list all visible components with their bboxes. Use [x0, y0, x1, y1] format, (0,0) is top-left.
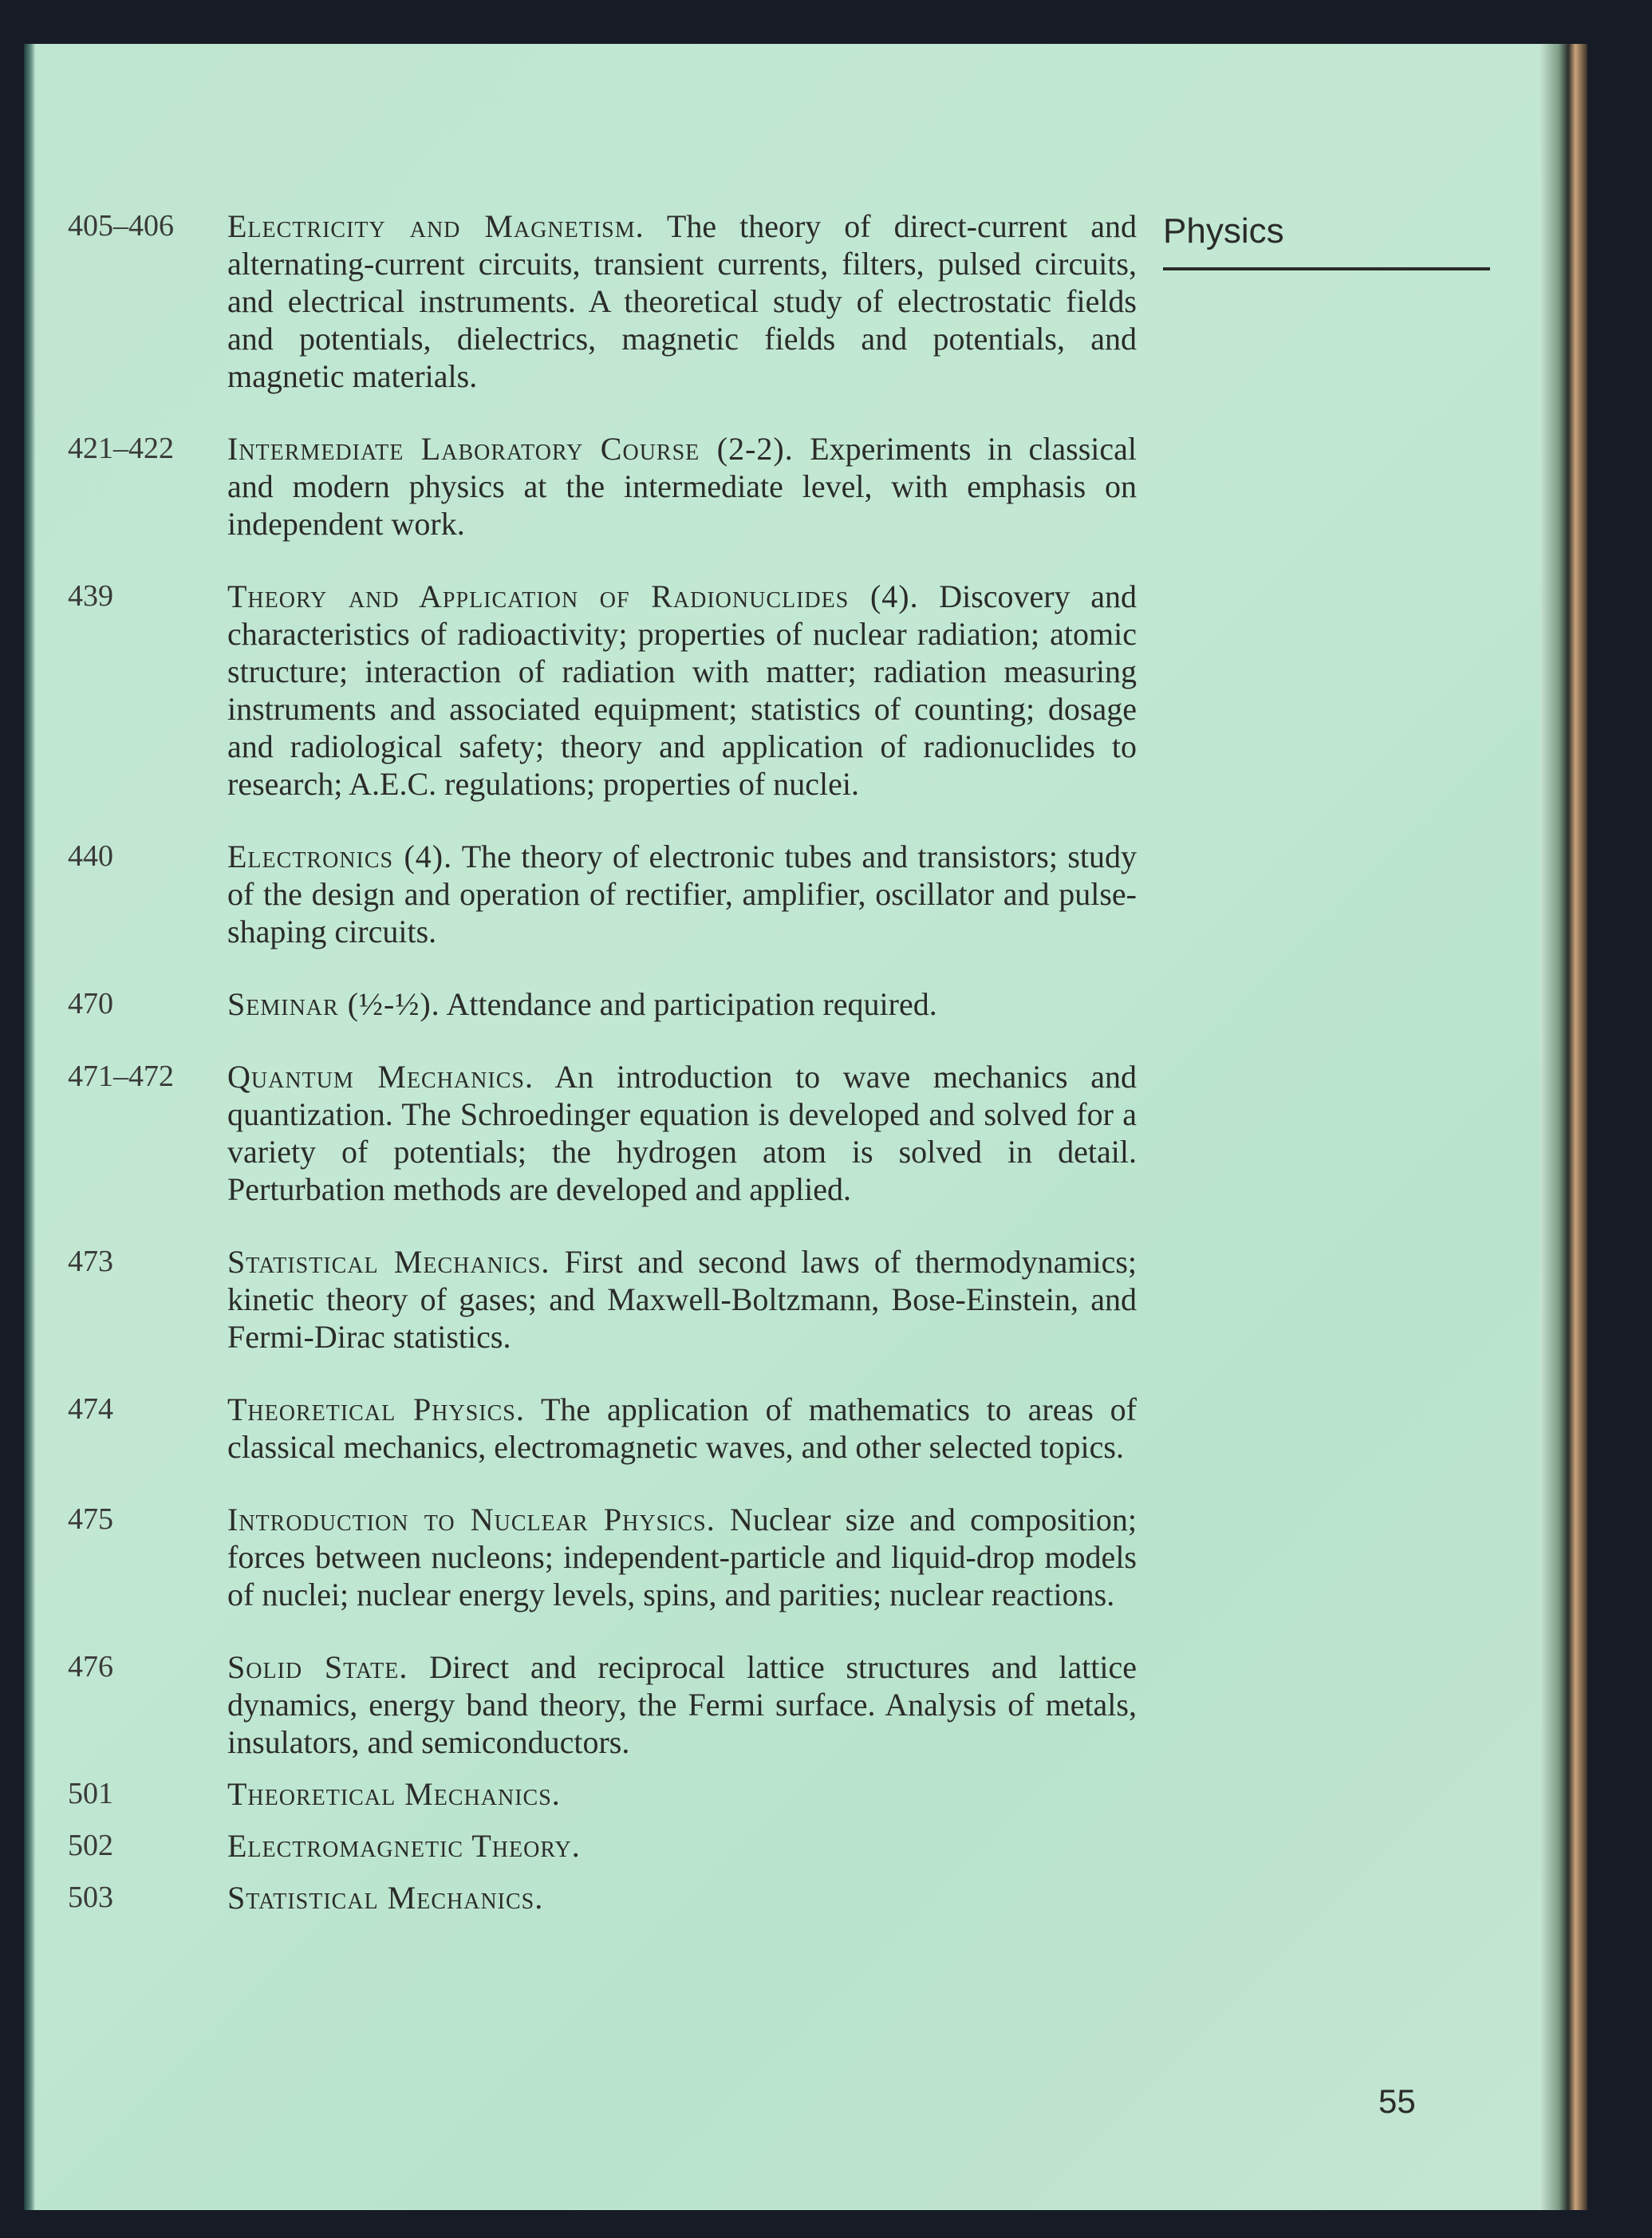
course-list: [68, 207, 1137, 1931]
course-entry: [68, 1827, 1137, 1865]
course-body: [227, 1879, 1137, 1916]
course-entry: [68, 578, 1137, 803]
course-description: First and second laws of thermodynamics; kinetic theory of gases; and Maxwell-Boltzmann, Bose-Einstein, and Fermi-Dirac statistics.: [227, 1244, 1137, 1355]
course-entry: [68, 1879, 1137, 1916]
course-number: 474: [68, 1392, 113, 1426]
course-description: Attendance and participation required.: [446, 986, 937, 1022]
course-body: [227, 1243, 1137, 1356]
course-entry: [68, 1648, 1137, 1761]
course-title: Electricity and Magnetism.: [227, 208, 645, 244]
course-body: [227, 1775, 1137, 1813]
course-body: [227, 430, 1137, 543]
course-entry: [68, 1391, 1137, 1466]
course-description: The application of mathematics to areas of classical mechanics, electromagnetic waves, and other selected topics.: [227, 1391, 1137, 1465]
course-title: Seminar (½-½).: [227, 986, 440, 1022]
course-body: [227, 985, 1137, 1023]
course-description: Nuclear size and composition; forces between nucleons; independent-particle and liquid-drop models of nuclei; nuclear energy levels, spins, and parities; nuclear reactions.: [227, 1502, 1137, 1612]
course-entry: [68, 1243, 1137, 1356]
course-number: 470: [68, 987, 113, 1020]
course-title: Intermediate Laboratory Course (2-2).: [227, 431, 794, 467]
course-number: 475: [68, 1502, 113, 1536]
course-entry: [68, 1501, 1137, 1613]
course-number: 439: [68, 579, 113, 613]
course-title: Statistical Mechanics.: [227, 1880, 544, 1916]
course-body: [227, 1058, 1137, 1208]
page-stack-edge: [1540, 44, 1587, 2210]
course-body: [227, 207, 1137, 395]
course-title: Introduction to Nuclear Physics.: [227, 1502, 716, 1537]
course-number: 405–406: [68, 209, 174, 243]
course-title: Theoretical Mechanics.: [227, 1776, 561, 1812]
course-number: 421–422: [68, 432, 174, 465]
course-description: The theory of direct-current and alternating-current circuits, transient currents, filters, pulsed circuits, and electrical instruments. A theoretical study of electrostatic fields and potentials, dielectrics, magnetic fields and potentials, and magnetic materials.: [227, 208, 1137, 394]
catalog-page: [24, 44, 1587, 2210]
course-description: Direct and reciprocal lattice structures and lattice dynamics, energy band theory, the Fermi surface. Analysis of metals, insulators, and semiconductors.: [227, 1649, 1137, 1760]
course-number: 501: [68, 1777, 113, 1810]
course-body: [227, 1648, 1137, 1761]
binding-edge: [24, 44, 35, 2210]
course-number: 440: [68, 839, 113, 873]
course-title: Quantum Mechanics.: [227, 1059, 534, 1095]
course-entry: [68, 1058, 1137, 1208]
course-body: [227, 1827, 1137, 1865]
course-body: [227, 838, 1137, 950]
course-description: The theory of electronic tubes and transistors; study of the design and operation of rectifier, amplifier, oscillator and pulse-shaping circuits.: [227, 839, 1137, 949]
course-title: Theory and Application of Radionuclides (4).: [227, 578, 919, 614]
course-entry: [68, 430, 1137, 543]
course-body: [227, 1391, 1137, 1466]
course-title: Electronics (4).: [227, 839, 453, 874]
course-entry: [68, 985, 1137, 1023]
course-description: An introduction to wave mechanics and quantization. The Schroedinger equation is developed and solved for a variety of potentials; the hydrogen atom is solved in detail. Perturbation methods are developed and applied.: [227, 1059, 1137, 1207]
course-entry: [68, 1775, 1137, 1813]
course-entry: [68, 838, 1137, 950]
course-title: Solid State.: [227, 1649, 408, 1685]
course-number: 503: [68, 1881, 113, 1914]
course-number: 473: [68, 1245, 113, 1278]
course-title: Electromagnetic Theory.: [227, 1828, 581, 1864]
course-title: Statistical Mechanics.: [227, 1244, 550, 1280]
section-title: Physics: [1163, 211, 1490, 270]
course-entry: [68, 207, 1137, 395]
course-body: [227, 1501, 1137, 1613]
page-number: 55: [1378, 2082, 1416, 2120]
course-description: Discovery and characteristics of radioactivity; properties of nuclear radiation; atomic structure; interaction of radiation with matter; radiation measuring instruments and associated equipment; statistics of counting; dosage and radiological safety; theory and application of radionuclides to research; A.E.C. regulations; properties of nuclei.: [227, 578, 1137, 802]
course-number: 476: [68, 1650, 113, 1683]
course-number: 471–472: [68, 1060, 174, 1093]
course-body: [227, 578, 1137, 803]
course-title: Theoretical Physics.: [227, 1391, 525, 1427]
course-description: Experiments in classical and modern physics at the intermediate level, with emphasis on independent work.: [227, 431, 1137, 542]
course-number: 502: [68, 1829, 113, 1862]
